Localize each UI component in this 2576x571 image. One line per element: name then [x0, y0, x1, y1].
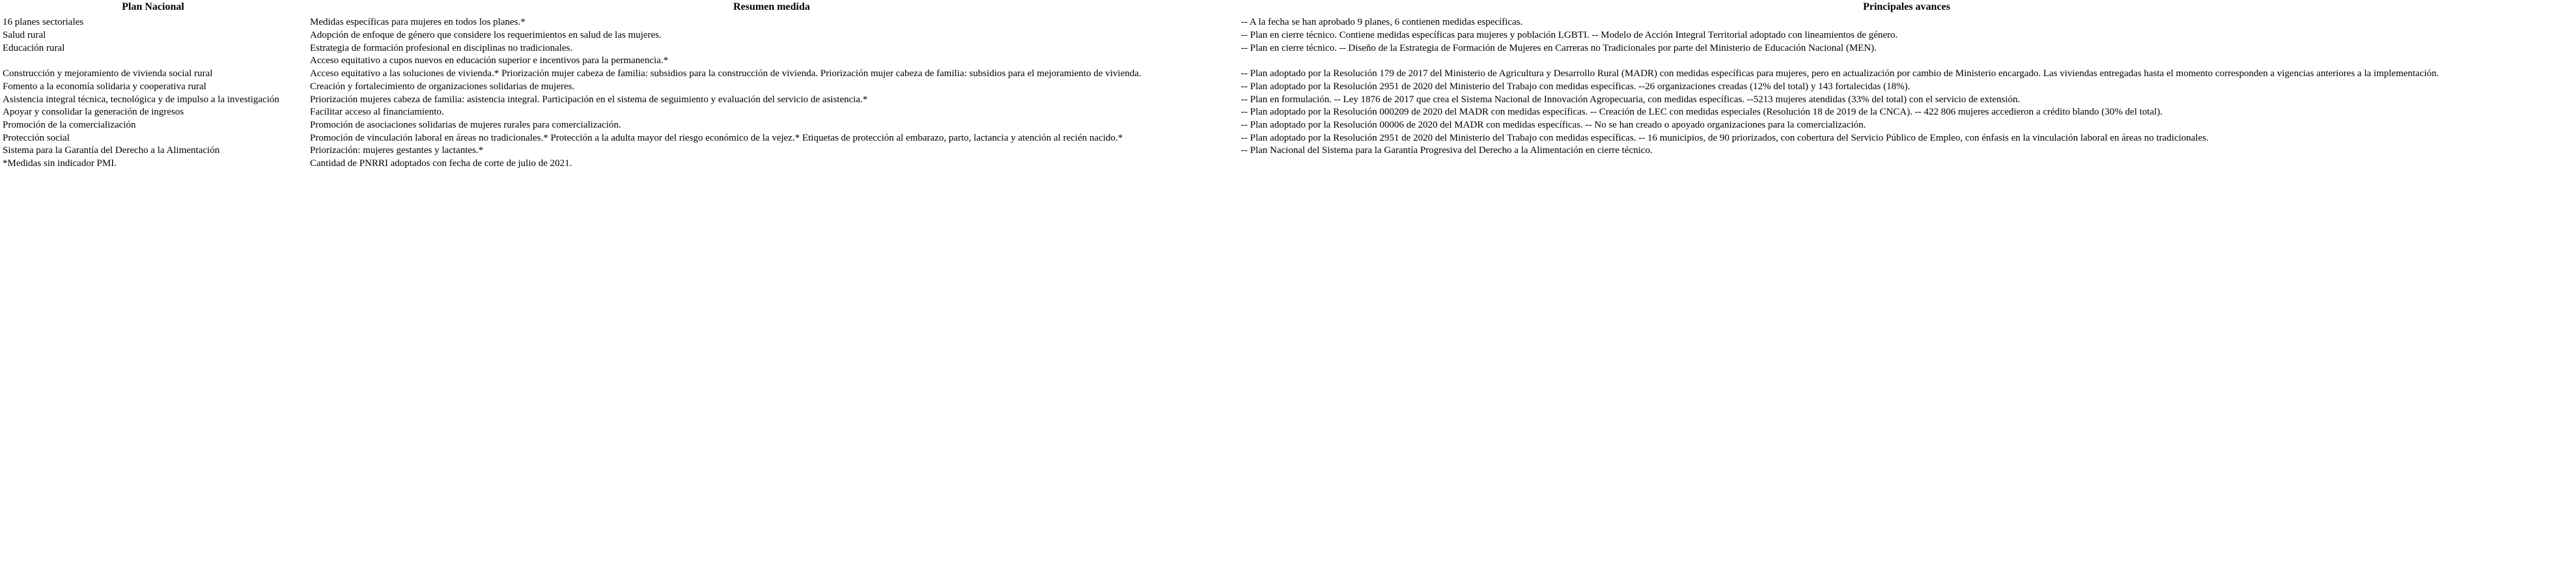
- cell-principales-avances: -- Plan Nacional del Sistema para la Garantía Progresiva del Derecho a la Alimentación en cierre técnico.: [1241, 145, 1653, 156]
- table-row: [0, 55, 2576, 68]
- column-header-plan-nacional: Plan Nacional: [122, 1, 184, 12]
- cell-plan-nacional: Apoyar y consolidar la generación de ingresos: [3, 107, 184, 118]
- cell-principales-avances: -- Plan adoptado por la Resolución 000209 de 2020 del MADR con medidas específicas. -- Creación de LEC con medidas especiales (Resolución 18 de 2019 de la CNCA). -- 422 806 mujeres accedieron a crédito blando (30% del total).: [1241, 107, 2163, 118]
- cell-principales-avances: -- Plan en formulación. -- Ley 1876 de 2017 que crea el Sistema Nacional de Innovación Agropecuaria, con medidas específicas. --5213 mujeres atendidas (33% del total) con el servicio de extensión.: [1241, 94, 2021, 105]
- cell-plan-nacional: Educación rural: [3, 42, 65, 53]
- cell-principales-avances: -- Plan adoptado por la Resolución 2951 de 2020 del Ministerio del Trabajo con medidas específicas. -- 16 municipios, de 90 priorizados, con cobertura del Servicio Público de Empleo, con énfasis en la vinculación laboral en áreas no tradicionales.: [1241, 132, 2209, 143]
- cell-principales-avances: -- Plan adoptado por la Resolución 179 de 2017 del Ministerio de Agricultura y Desarrollo Rural (MADR) con medidas específicas para mujeres, pero en actualización por cambio de Ministerio encargado. Las viviendas entregadas hasta el momento corresponden a vigencias anteriores a la implementación.: [1241, 68, 2439, 79]
- table-header: [0, 0, 2576, 16]
- cell-principales-avances: [1237, 55, 2576, 68]
- cell-resumen-medida: Promoción de vinculación laboral en áreas no tradicionales.* Protección a la adulta mayor del riesgo económico de la vejez.* Etiquetas de protección al embarazo, parto, lactancia y atención al recién nacido.*: [310, 132, 1123, 143]
- cell-plan-nacional: Promoción de la comercialización: [3, 119, 136, 130]
- cell-principales-avances: -- Plan adoptado por la Resolución 00006 de 2020 del MADR con medidas específicas. -- No se han creado o apoyado organizaciones para la comercialización.: [1241, 119, 1866, 130]
- table-row: [0, 29, 2576, 42]
- cell-plan-nacional: [0, 55, 306, 68]
- table-row: [0, 106, 2576, 119]
- column-header-principales-avances: Principales avances: [1863, 1, 1950, 12]
- cell-plan-nacional: Fomento a la economía solidaria y cooperativa rural: [3, 81, 206, 92]
- cell-principales-avances: -- Plan adoptado por la Resolución 2951 de 2020 del Ministerio del Trabajo con medidas específicas. --26 organizaciones creadas (12% del total) y 143 fortalecidas (18%).: [1241, 81, 1911, 92]
- table-row: [0, 42, 2576, 55]
- cell-plan-nacional: Sistema para la Garantía del Derecho a la Alimentación: [3, 145, 220, 156]
- cell-resumen-medida: Adopción de enfoque de género que considere los requerimientos en salud de las mujeres.: [310, 30, 662, 41]
- cell-plan-nacional: 16 planes sectoriales: [3, 17, 84, 28]
- footnote-resumen: Cantidad de PNRRI adoptados con fecha de corte de julio de 2021.: [310, 158, 572, 169]
- cell-principales-avances: -- A la fecha se han aprobado 9 planes, 6 contienen medidas específicas.: [1241, 17, 1523, 28]
- table-row: [0, 132, 2576, 145]
- cell-plan-nacional: Construcción y mejoramiento de vivienda social rural: [3, 68, 213, 79]
- table-footnote-row: [0, 158, 2576, 171]
- cell-resumen-medida: Priorización: mujeres gestantes y lactantes.*: [310, 145, 484, 156]
- table-row: [0, 81, 2576, 94]
- cell-resumen-medida: Estrategia de formación profesional en disciplinas no tradicionales.: [310, 42, 573, 53]
- table-header-row: [0, 0, 2576, 16]
- table-row: [0, 119, 2576, 132]
- footnote-plan: *Medidas sin indicador PMI.: [3, 158, 117, 169]
- table-row: [0, 16, 2576, 29]
- plan-nacional-table: [0, 0, 2576, 171]
- cell-plan-nacional: Protección social: [3, 132, 70, 143]
- cell-resumen-medida: Medidas específicas para mujeres en todos los planes.*: [310, 17, 525, 28]
- column-header-resumen-medida: Resumen medida: [733, 1, 810, 12]
- footnote-avances: [1237, 158, 2576, 171]
- cell-resumen-medida: Acceso equitativo a cupos nuevos en educación superior e incentivos para la permanencia.*: [310, 55, 669, 66]
- cell-principales-avances: -- Plan en cierre técnico. -- Diseño de la Estrategia de Formación de Mujeres en Carreras no Tradicionales por parte del Ministerio de Educación Nacional (MEN).: [1241, 42, 1877, 53]
- cell-resumen-medida: Priorización mujeres cabeza de familia: asistencia integral. Participación en el sistema de seguimiento y evaluación del servicio de asistencia.*: [310, 94, 868, 105]
- table-row: [0, 94, 2576, 107]
- cell-resumen-medida: Facilitar acceso al financiamiento.: [310, 107, 444, 118]
- cell-plan-nacional: Asistencia integral técnica, tecnológica y de impulso a la investigación: [3, 94, 279, 105]
- cell-resumen-medida: Acceso equitativo a las soluciones de vivienda.* Priorización mujer cabeza de familia: subsidios para la construcción de vivienda. Priorización mujer cabeza de familia: subsidios para el mejoramiento de vivienda.: [310, 68, 1141, 79]
- table-row: [0, 145, 2576, 158]
- cell-plan-nacional: Salud rural: [3, 30, 46, 41]
- cell-resumen-medida: Promoción de asociaciones solidarias de mujeres rurales para comercialización.: [310, 119, 621, 130]
- table-row: [0, 68, 2576, 81]
- cell-principales-avances: -- Plan en cierre técnico. Contiene medidas específicas para mujeres y población LGBTI. -- Modelo de Acción Integral Territorial adoptado con lineamientos de género.: [1241, 30, 1898, 41]
- table-body: [0, 16, 2576, 170]
- cell-resumen-medida: Creación y fortalecimiento de organizaciones solidarias de mujeres.: [310, 81, 575, 92]
